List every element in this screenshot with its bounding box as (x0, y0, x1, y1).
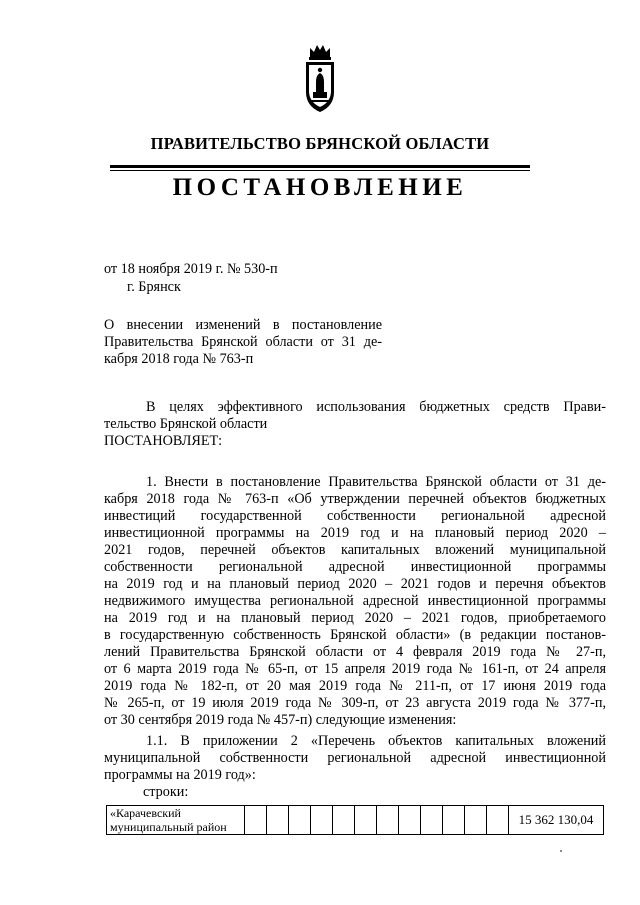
item1-line: № 265-п, от 19 июля 2019 года № 309-п, от 23 августа 2019 года № 377-п, (104, 695, 606, 711)
scan-speck (560, 850, 562, 852)
item1-line: кабря 2018 года № 763-п «Об утверждении перечней объектов бюджетных (104, 491, 606, 507)
table-cell (443, 806, 465, 835)
table-cell (311, 806, 333, 835)
header-rule-thin (110, 170, 530, 171)
changes-table (106, 805, 604, 835)
subject-line: кабря 2018 года № 763-п (104, 351, 254, 367)
item1-line: на 2019 год и на плановый период 2020 – 2021 годов и перечня объектов (104, 576, 606, 592)
header-rule-thick (110, 165, 530, 168)
item1-line: 1. Внести в постановление Правительства Брянской области от 31 де- (146, 474, 606, 490)
preamble-line: тельство Брянской области (104, 416, 268, 432)
table-cell (399, 806, 421, 835)
table-cell (267, 806, 289, 835)
table-cell (245, 806, 267, 835)
table-cell (465, 806, 487, 835)
document-city: г. Брянск (127, 279, 181, 295)
table-cell (355, 806, 377, 835)
item1-line: недвижимого имущества региональной адресной инвестиционной программы (104, 593, 606, 609)
table-cell (333, 806, 355, 835)
item1-line: в государственную собственность Брянской области» (в редакции постанов- (104, 627, 606, 643)
decides-heading: ПОСТАНОВЛЯЕТ: (104, 433, 223, 449)
government-title: ПРАВИТЕЛЬСТВО БРЯНСКОЙ ОБЛАСТИ (150, 134, 490, 153)
preamble-line: В целях эффективного использования бюджетных средств Прави- (146, 399, 606, 415)
subject-line: Правительства Брянской области от 31 де- (104, 334, 382, 350)
rows-label: строки: (143, 784, 189, 800)
coat-of-arms-icon (303, 40, 337, 116)
document-kind-title: ПОСТАНОВЛЕНИЕ (172, 174, 468, 201)
subject-line: О внесении изменений в постановление (104, 317, 382, 333)
table-cell (377, 806, 399, 835)
document-date-number: от 18 ноября 2019 г. № 530-п (104, 261, 278, 277)
item1-line: лений Правительства Брянской области от 4 февраля 2019 года № 27-п, (104, 644, 606, 660)
amount-cell: 15 362 130,04 (509, 806, 604, 835)
item1-line: от 30 сентября 2019 года № 457-п) следующие изменения: (104, 712, 457, 728)
item1-line: на 2019 год и на плановый период 2020 – 2021 годов, приобретаемого (104, 610, 606, 626)
table-row (107, 806, 604, 835)
table-cell (289, 806, 311, 835)
municipal-district-cell: «Карачевский муниципальный район (107, 806, 245, 835)
item1-1-line: муниципальной собственности региональной адресной инвестиционной (104, 750, 606, 766)
item1-line: 2021 годов, перечней объектов капитальных вложений муниципальной (104, 542, 606, 558)
item1-line: 2019 года № 182-п, от 20 мая 2019 года № 211-п, от 17 июня 2019 года (104, 678, 606, 694)
item1-line: собственности региональной адресной инвестиционной программы (104, 559, 606, 575)
item1-1-line: программы на 2019 год»: (104, 767, 256, 783)
item1-line: от 6 марта 2019 года № 65-п, от 15 апреля 2019 года № 161-п, от 24 апреля (104, 661, 606, 677)
item1-line: инвестиционной программы на 2019 год и на плановый период 2020 – (104, 525, 606, 541)
table-cell (421, 806, 443, 835)
table-cell (487, 806, 509, 835)
item1-1-line: 1.1. В приложении 2 «Перечень объектов капитальных вложений (146, 733, 606, 749)
item1-line: инвестиций государственной собственности региональной адресной (104, 508, 606, 524)
